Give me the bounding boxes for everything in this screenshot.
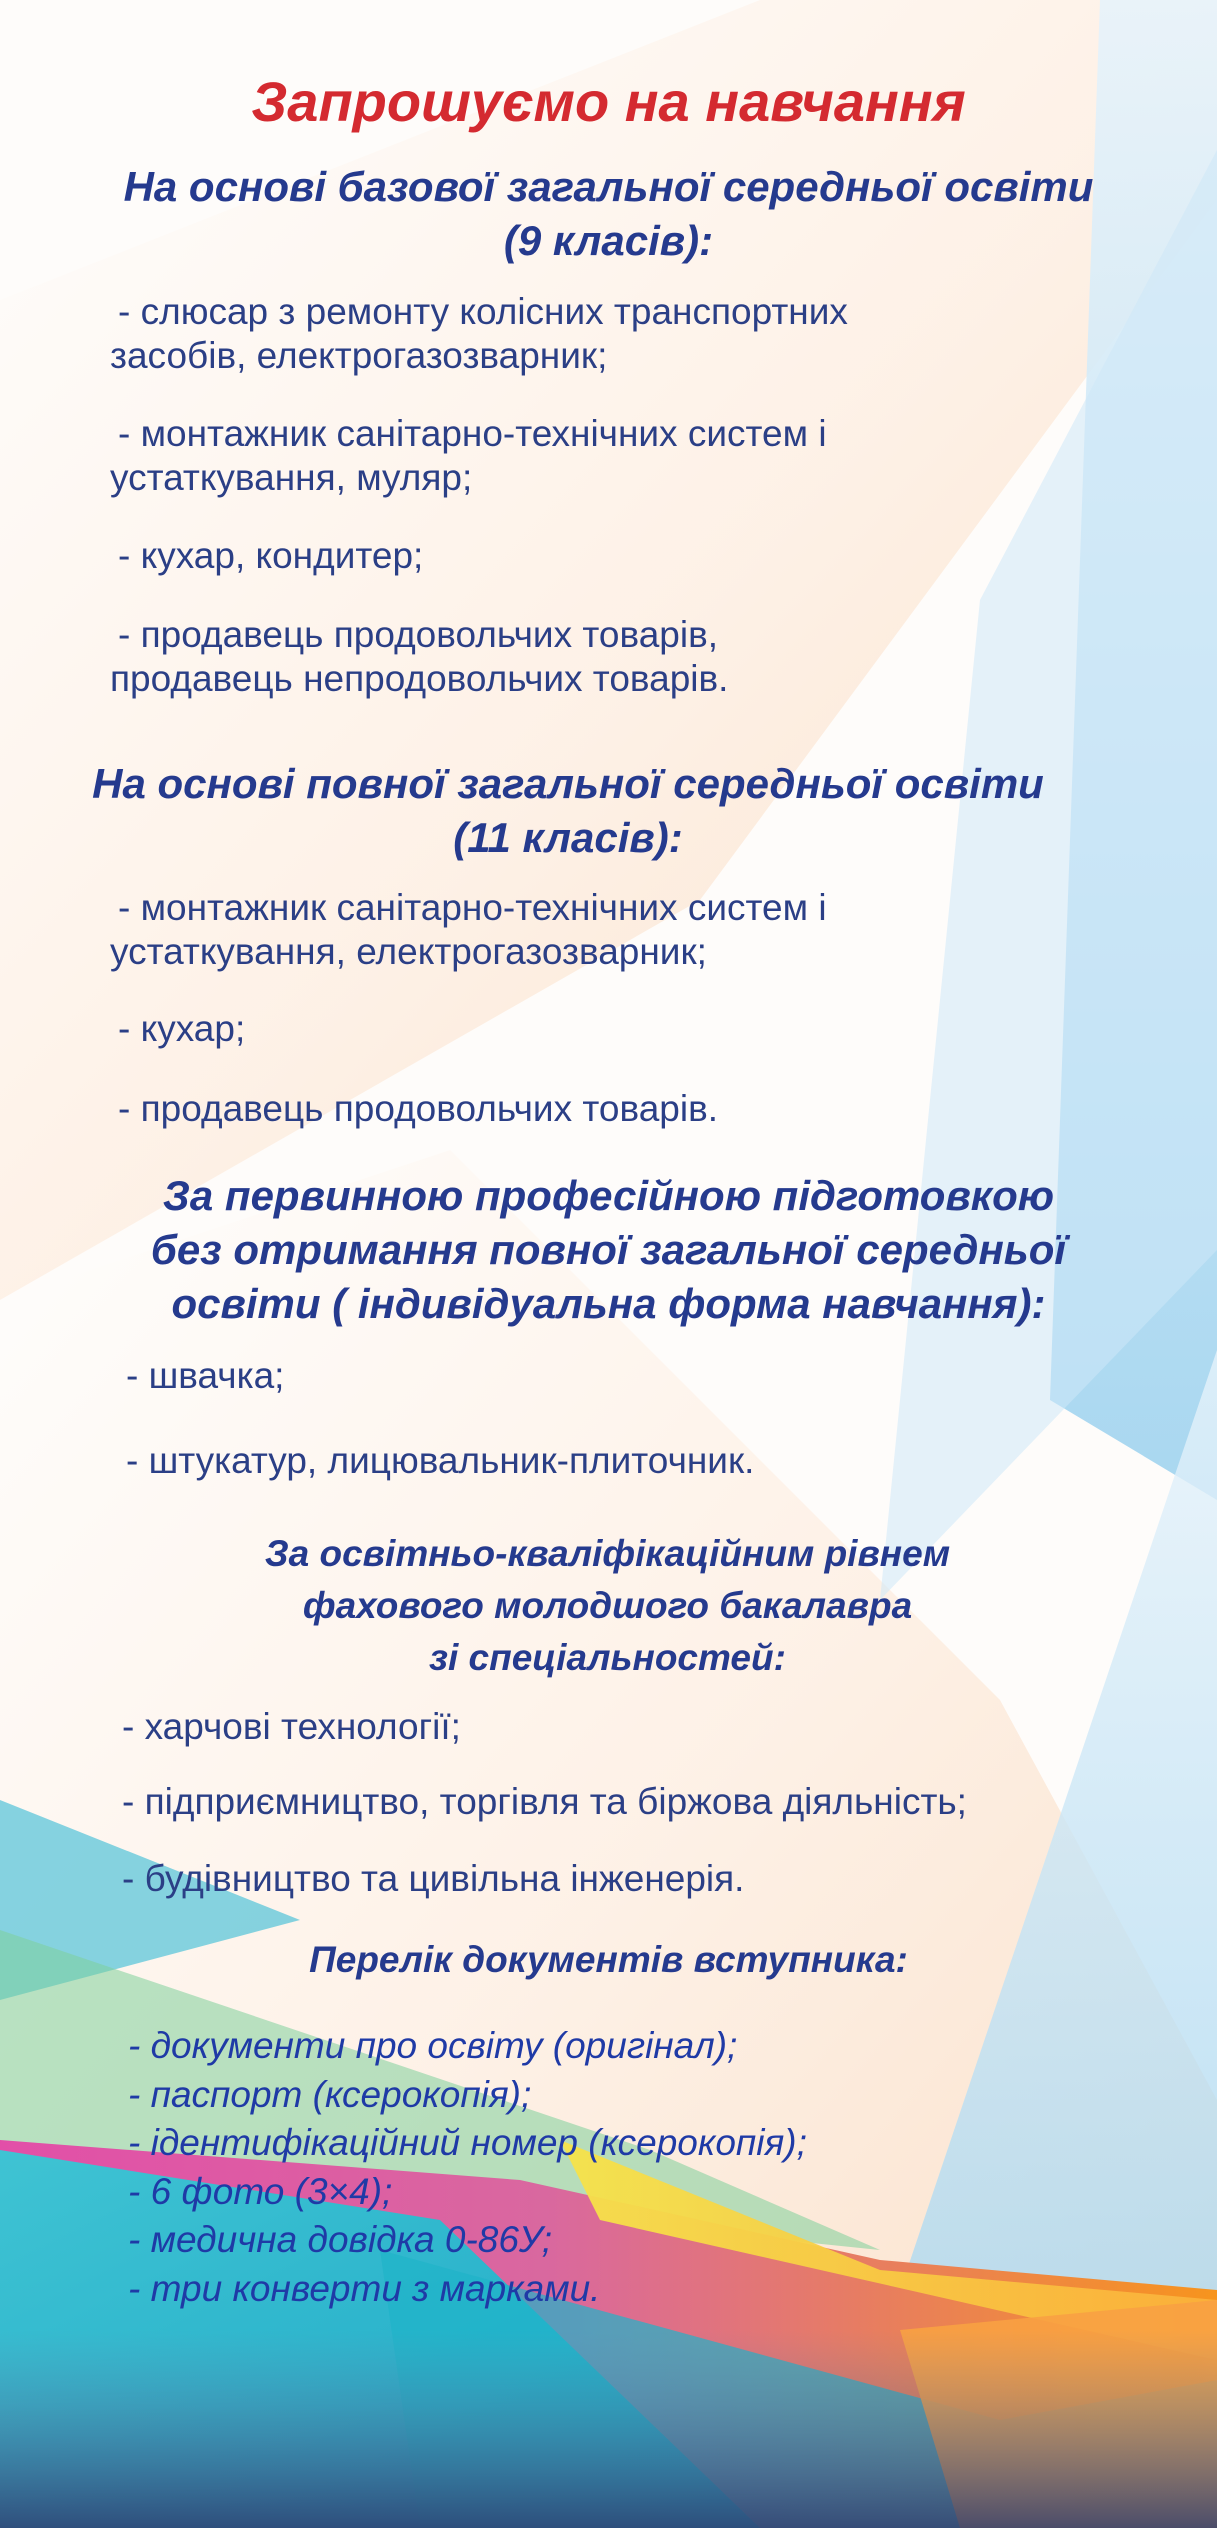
item-line: - харчові технології;: [122, 1706, 461, 1747]
document-item: - документи про освіту (оригінал);: [128, 2025, 738, 2066]
item-line: - будівництво та цивільна інженерія.: [122, 1858, 745, 1899]
item-line: - швачка;: [126, 1355, 285, 1396]
heading-line: За освітньо-кваліфікаційним рівнем: [264, 1533, 951, 1574]
documents-heading: Перелік документів вступника:: [309, 1939, 908, 1980]
heading-line: зі спеціальностей:: [429, 1637, 786, 1678]
item-line: - продавець продовольчих товарів,: [118, 614, 719, 655]
item-line: - підприємництво, торгівля та біржова діяльність;: [122, 1781, 967, 1822]
item-line: продавець непродовольчих товарів.: [110, 658, 729, 699]
list-item: [118, 1354, 284, 1398]
item-line: - монтажник санітарно-технічних систем і: [118, 413, 827, 454]
heading-line: На основі базової загальної середньої освіти: [123, 163, 1094, 210]
list-item: [118, 1439, 754, 1483]
item-line: засобів, електрогазозварник;: [110, 335, 608, 376]
list-item: [110, 886, 827, 974]
documents-list: [128, 2022, 807, 2313]
heading-line: освіти ( індивідуальна форма навчання):: [171, 1280, 1046, 1327]
list-item: [110, 412, 827, 500]
section-full-heading: [68, 757, 1068, 865]
document-item: - медична довідка 0-86У;: [128, 2219, 553, 2260]
item-line: - штукатур, лицювальник-плиточник.: [126, 1440, 755, 1481]
section-basic-heading: [0, 160, 1217, 268]
list-item: [110, 1087, 718, 1131]
document-item: - три конверти з марками.: [128, 2267, 601, 2309]
heading-line: (9 класів):: [503, 217, 714, 264]
item-line: - монтажник санітарно-технічних систем і: [118, 887, 827, 928]
heading-line: фахового молодшого бакалавра: [302, 1585, 913, 1626]
section-primary-heading: [0, 1169, 1217, 1331]
item-line: - кухар, кондитер;: [118, 535, 424, 576]
heading-line: без отримання повної загальної середньої: [150, 1226, 1067, 1273]
document-item: - ідентифікаційний номер (ксерокопія);: [128, 2122, 807, 2163]
list-item: [110, 534, 423, 578]
item-line: устаткування, муляр;: [110, 457, 473, 498]
document-item: - паспорт (ксерокопія);: [128, 2073, 532, 2115]
list-item: [122, 1857, 744, 1901]
heading-line: (11 класів):: [453, 814, 683, 861]
heading-line: На основі повної загальної середньої освіти: [92, 760, 1044, 807]
list-item: [122, 1780, 967, 1824]
document-item: - 6 фото (3×4);: [128, 2170, 393, 2212]
item-line: - кухар;: [118, 1008, 246, 1049]
list-item: [110, 613, 728, 701]
list-item: [110, 1007, 245, 1051]
page-title: Запрошуємо на навчання: [251, 70, 966, 133]
heading-line: За первинною професійною підготовкою: [162, 1172, 1055, 1219]
item-line: - слюсар з ремонту колісних транспортних: [118, 291, 848, 332]
item-line: устаткування, електрогазозварник;: [110, 931, 707, 972]
item-line: - продавець продовольчих товарів.: [118, 1088, 719, 1129]
section-bachelor-heading: [235, 1528, 980, 1684]
list-item: [122, 1705, 461, 1749]
list-item: [110, 290, 848, 378]
